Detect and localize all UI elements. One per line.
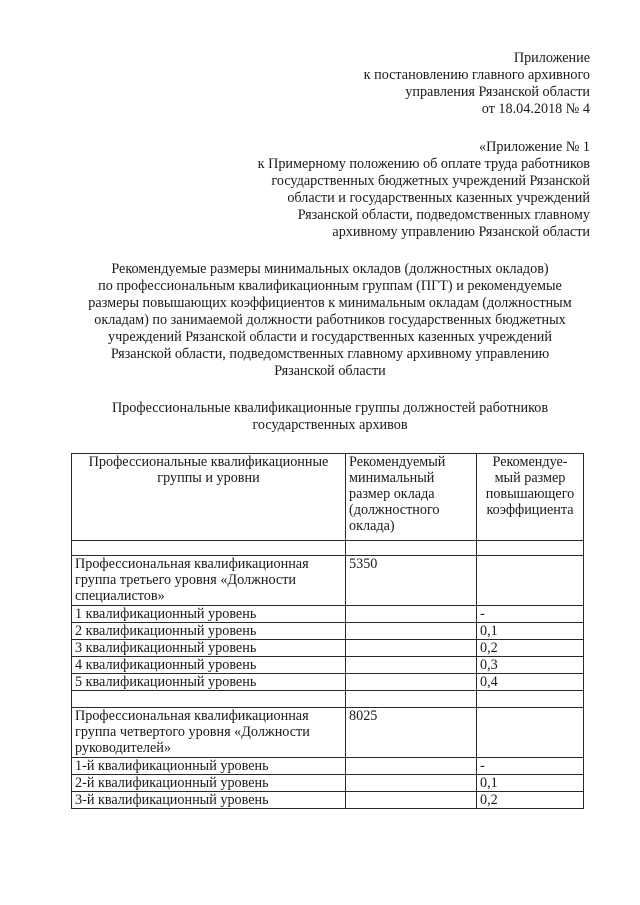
header-min-salary: Рекомендуемый минимальный размер оклада (должностного оклада)	[346, 454, 477, 541]
table-row	[72, 640, 584, 657]
appendix1-line: архивному управлению Рязанской области	[332, 224, 590, 240]
level-name: 1 квалификационный уровень	[72, 606, 346, 623]
level-salary	[346, 606, 477, 623]
level-name: 2 квалификационный уровень	[72, 623, 346, 640]
table-spacer-row	[72, 691, 584, 708]
level-coef: 0,1	[477, 775, 584, 792]
title-line: Рязанской области	[274, 363, 386, 379]
title-line: Рязанской области, подведомственных главному архивному управлению	[110, 346, 550, 362]
level-name: 3-й квалификационный уровень	[72, 792, 346, 809]
level-coef: 0,1	[477, 623, 584, 640]
salary-table	[71, 453, 584, 809]
header-groups-levels: Профессиональные квалификационные группы и уровни	[72, 454, 346, 541]
group-name: Профессиональная квалификационная группа третьего уровня «Должности специалистов»	[72, 556, 346, 606]
table-subtitle	[60, 400, 600, 434]
table-row	[72, 775, 584, 792]
level-name: 5 квалификационный уровень	[72, 674, 346, 691]
appendix-block	[364, 50, 590, 118]
subtitle-line: государственных архивов	[252, 417, 408, 433]
title-line: окладам) по занимаемой должности работников государственных бюджетных	[94, 312, 566, 328]
title-line: размеры повышающих коэффициентов к минимальным окладам (должностным	[88, 295, 572, 311]
level-salary	[346, 792, 477, 809]
appendix1-line: области и государственных казенных учреждений	[287, 190, 590, 206]
group-row	[72, 708, 584, 758]
appendix1-block	[258, 139, 590, 241]
appendix1-line: Рязанской области, подведомственных главному	[297, 207, 590, 223]
level-coef: 0,2	[477, 640, 584, 657]
level-name: 2-й квалификационный уровень	[72, 775, 346, 792]
level-salary	[346, 657, 477, 674]
level-coef: 0,3	[477, 657, 584, 674]
group-salary: 8025	[346, 708, 477, 758]
table-row	[72, 623, 584, 640]
level-salary	[346, 640, 477, 657]
title-line: по профессиональным квалификационным группам (ПГТ) и рекомендуемые	[98, 278, 562, 294]
group-coef	[477, 556, 584, 606]
level-name: 1-й квалификационный уровень	[72, 758, 346, 775]
group-salary: 5350	[346, 556, 477, 606]
level-name: 4 квалификационный уровень	[72, 657, 346, 674]
title-line: учреждений Рязанской области и государственных казенных учреждений	[108, 329, 552, 345]
level-salary	[346, 674, 477, 691]
table-row	[72, 792, 584, 809]
appendix1-line: государственных бюджетных учреждений Рязанской	[271, 173, 590, 189]
level-coef: 0,2	[477, 792, 584, 809]
appendix-line: Приложение	[513, 50, 590, 66]
subtitle-line: Профессиональные квалификационные группы должностей работников	[111, 400, 549, 416]
title-line: Рекомендуемые размеры минимальных окладов (должностных окладов)	[111, 261, 549, 277]
header-coefficient: Рекомендуе- мый размер повышающего коэффициента	[477, 454, 584, 541]
appendix-line: от 18.04.2018 № 4	[481, 101, 590, 117]
level-coef: 0,4	[477, 674, 584, 691]
appendix-line: управления Рязанской области	[405, 84, 590, 100]
table-spacer-row	[72, 541, 584, 556]
appendix1-line: «Приложение № 1	[479, 139, 590, 155]
group-coef	[477, 708, 584, 758]
table-row	[72, 758, 584, 775]
table-header-row	[72, 454, 584, 541]
level-salary	[346, 775, 477, 792]
level-salary	[346, 623, 477, 640]
level-coef: -	[477, 606, 584, 623]
level-name: 3 квалификационный уровень	[72, 640, 346, 657]
document-title	[60, 261, 600, 380]
table-row	[72, 606, 584, 623]
group-row	[72, 556, 584, 606]
table-row	[72, 657, 584, 674]
level-salary	[346, 758, 477, 775]
group-name: Профессиональная квалификационная группа четвертого уровня «Должности руководителей»	[72, 708, 346, 758]
table-row	[72, 674, 584, 691]
appendix-line: к постановлению главного архивного	[363, 67, 590, 83]
appendix1-line: к Примерному положению об оплате труда работников	[257, 156, 590, 172]
level-coef: -	[477, 758, 584, 775]
